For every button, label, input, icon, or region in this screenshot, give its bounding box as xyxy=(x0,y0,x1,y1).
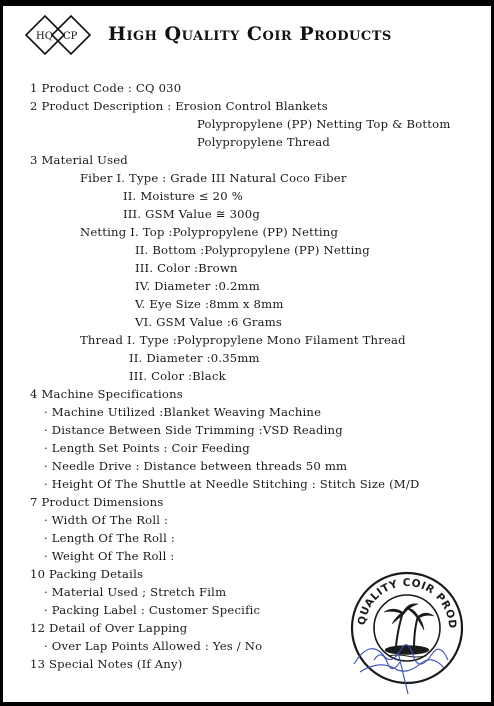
logo-right-text: CP xyxy=(63,31,78,42)
logo-left-text: HQ xyxy=(36,31,53,42)
spec-line: · Packing Label : Customer Specific xyxy=(44,603,261,617)
spec-line: Fiber I. Type : Grade III Natural Coco Fiber xyxy=(80,171,347,185)
spec-line: III. GSM Value ≅ 300g xyxy=(123,207,260,221)
svg-text:HIGH QUALITY COIR PRODUCTS xyxy=(348,568,458,630)
spec-line: 4 Machine Specifications xyxy=(30,387,183,401)
spec-line: III. Color :Brown xyxy=(135,261,238,275)
spec-line: V. Eye Size :8mm x 8mm xyxy=(135,297,284,311)
page-border-bottom xyxy=(0,702,494,706)
company-seal-stamp xyxy=(348,568,466,696)
spec-line: 7 Product Dimensions xyxy=(30,495,164,509)
palm-tree-icon xyxy=(384,604,434,657)
company-name: High Quality Coir Products xyxy=(108,23,392,45)
spec-line: Polypropylene (PP) Netting Top & Bottom xyxy=(197,117,451,131)
spec-line: · Height Of The Shuttle at Needle Stitching : Stitch Size (M/D xyxy=(44,477,420,491)
spec-line: 1 Product Code : CQ 030 xyxy=(30,81,182,95)
spec-line: · Machine Utilized :Blanket Weaving Machine xyxy=(44,405,322,419)
spec-line: III. Color :Black xyxy=(129,369,226,383)
spec-line: 10 Packing Details xyxy=(30,567,144,581)
letterhead xyxy=(24,14,474,58)
spec-line: Polypropylene Thread xyxy=(197,135,331,149)
spec-line: II. Diameter :0.35mm xyxy=(129,351,260,365)
spec-line: 12 Detail of Over Lapping xyxy=(30,621,188,635)
page-border-top xyxy=(0,0,494,6)
spec-line: 3 Material Used xyxy=(30,153,128,167)
spec-line: · Needle Drive : Distance between threads 50 mm xyxy=(44,459,348,473)
spec-line: · Distance Between Side Trimming :VSD Reading xyxy=(44,423,343,437)
spec-line: 2 Product Description : Erosion Control Blankets xyxy=(30,99,328,113)
spec-line: 13 Special Notes (If Any) xyxy=(30,657,183,671)
spec-line: II. Bottom :Polypropylene (PP) Netting xyxy=(135,243,370,257)
spec-line: Netting I. Top :Polypropylene (PP) Netting xyxy=(80,225,339,239)
spec-line: · Material Used ; Stretch Film xyxy=(44,585,227,599)
spec-line: · Length Set Points : Coir Feeding xyxy=(44,441,250,455)
spec-line: · Over Lap Points Allowed : Yes / No xyxy=(44,639,263,653)
page-border-left xyxy=(0,0,3,706)
spec-line: Thread I. Type :Polypropylene Mono Filament Thread xyxy=(80,333,406,347)
spec-line: II. Moisture ≤ 20 % xyxy=(123,189,243,203)
spec-line: · Length Of The Roll : xyxy=(44,531,175,545)
spec-line: · Width Of The Roll : xyxy=(44,513,169,527)
seal-arc-text: QUALITY COIR PROD xyxy=(355,576,459,630)
spec-line: · Weight Of The Roll : xyxy=(44,549,175,563)
company-logo xyxy=(24,14,92,56)
spec-line: IV. Diameter :0.2mm xyxy=(135,279,260,293)
spec-line: VI. GSM Value :6 Grams xyxy=(135,315,283,329)
